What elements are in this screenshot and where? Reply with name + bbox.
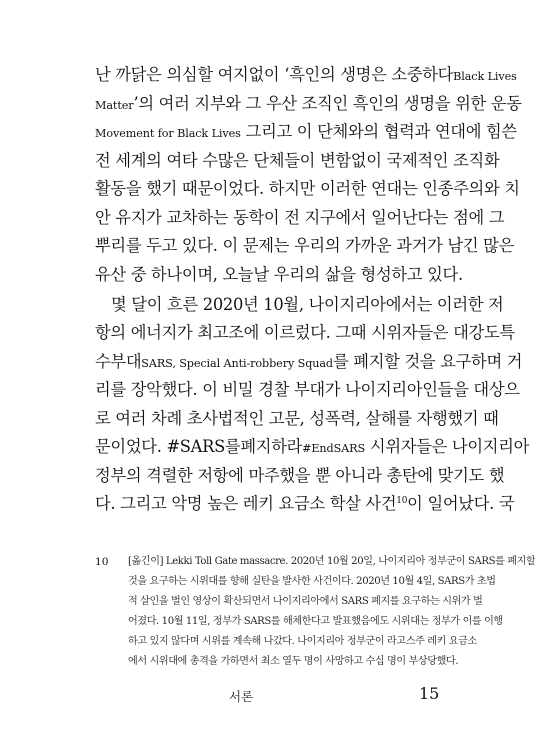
body-line: 활동을 했기 때문이었다. 하지만 이러한 연대는 인종주의와 치 <box>95 179 520 198</box>
body-line: 안 유지가 교차하는 동학이 전 지구에서 일어난다는 점에 그 <box>95 208 505 227</box>
running-footer-title: 서론 <box>229 689 254 704</box>
body-line: 로 여러 차례 초사법적인 고문, 성폭력, 살해를 자행했기 때 <box>95 409 499 428</box>
footnote-line: 적 살인을 벌인 영상이 확산되면서 나이지리아에서 SARS 폐지를 요구하는 시위가 벌 <box>128 596 483 607</box>
paragraph-first-line: 몇 달이 흐른 2020년 10월, 나이지리아에서는 이러한 저 <box>111 295 504 314</box>
footnote-line: 하고 있지 않다며 시위를 계속해 나갔다. 나이지리아 정부군이 라고스주 레키 요금소 <box>128 636 477 647</box>
footnote-line: 것을 요구하는 시위대를 향해 실탄을 발사한 사건이다. 2020년 10월 4일, SARS가 초법 <box>128 576 496 587</box>
body-line: 항의 에너지가 최고조에 이르렀다. 그때 시위자들은 대강도특 <box>95 323 515 342</box>
footnote-reference: 10 <box>396 496 408 506</box>
body-line: 전 세계의 여타 수많은 단체들이 변함없이 국제적인 조직화 <box>95 151 500 170</box>
footnote-line: [옮긴이] Lekki Toll Gate massacre. 2020년 10월 20일, 나이지리아 정부군이 SARS를 폐지할 <box>128 556 535 567</box>
body-line: 유산 중 하나이며, 오늘날 우리의 삶을 형성하고 있다. <box>95 265 463 284</box>
body-line: 문이었다. #SARS를폐지하라#EndSARS 시위자들은 나이지리아 <box>95 437 530 456</box>
body-line: Movement for Black Lives 그리고 이 단체와의 협력과 연대에 힘쓴 <box>95 122 517 141</box>
body-line: Matter’의 여러 지부와 그 우산 조직인 흑인의 생명을 위한 운동 <box>95 94 522 113</box>
footnote-line: 어졌다. 10월 11일, 정부가 SARS를 해체한다고 발표했음에도 시위대는 정부가 이를 이행 <box>128 616 503 627</box>
body-line: 뿌리를 두고 있다. 이 문제는 우리의 가까운 과거가 남긴 많은 <box>95 236 515 255</box>
footnote-number: 10 <box>95 556 109 568</box>
body-line: 수부대SARS, Special Anti-robbery Squad를 폐지할 것을 요구하며 거 <box>95 352 523 371</box>
body-line: 다. 그리고 악명 높은 레키 요금소 학살 사건$^{10}$이 일어났다. 국 <box>95 494 515 513</box>
body-line: 리를 장악했다. 이 비밀 경찰 부대가 나이지리아인들을 대상으 <box>95 380 520 399</box>
body-line: 난 까닭은 의심할 여지없이 ‘흑인의 생명은 소중하다Black Lives <box>95 65 517 84</box>
body-line: 정부의 격렬한 저항에 마주했을 뿐 아니라 총탄에 맞기도 했 <box>95 466 505 485</box>
page-number: 15 <box>419 684 440 703</box>
footnote-line: 에서 시위대에 총격을 가하면서 최소 열두 명이 사망하고 수십 명이 부상당했다. <box>128 656 459 667</box>
